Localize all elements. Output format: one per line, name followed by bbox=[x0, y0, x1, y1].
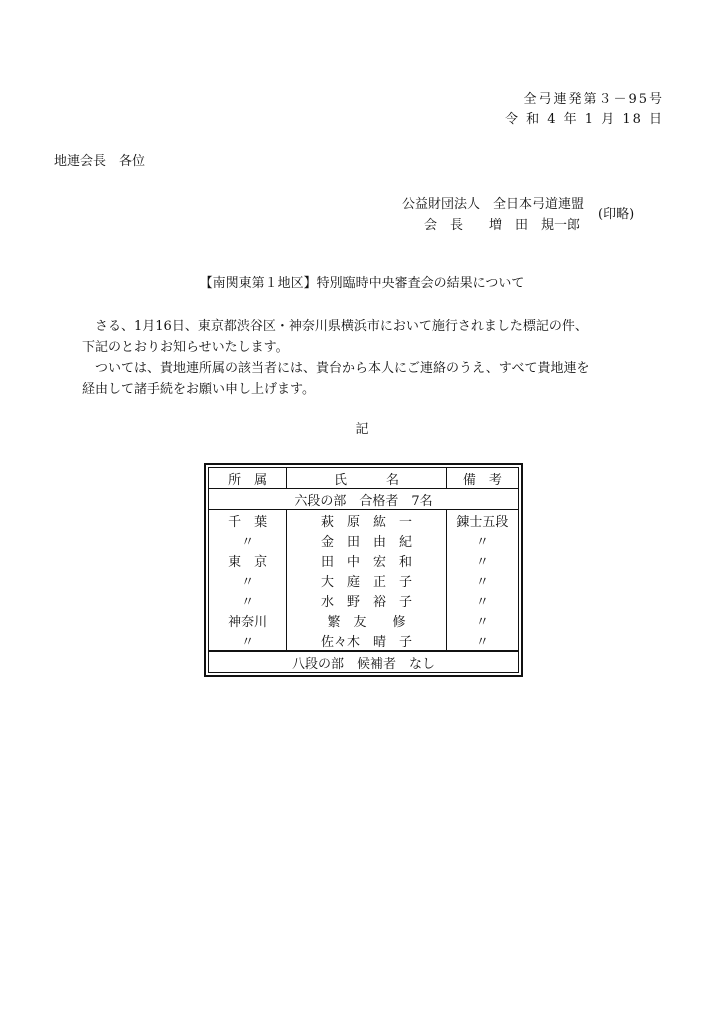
table-row bbox=[209, 590, 519, 610]
cell-name: 田 中 宏 和 bbox=[287, 550, 447, 570]
document-date: 令 和 4 年 1 月 18 日 bbox=[504, 112, 664, 127]
header-remarks: 備 考 bbox=[446, 468, 518, 489]
seal-note: (印略) bbox=[598, 207, 635, 222]
table-header-row bbox=[209, 468, 519, 489]
cell-remarks: 〃 bbox=[446, 550, 518, 570]
cell-affiliation: 〃 bbox=[209, 630, 287, 651]
table-row bbox=[209, 570, 519, 590]
sender-organization: 公益財団法人 全日本弓道連盟 bbox=[402, 197, 585, 212]
cell-name: 萩 原 紘 一 bbox=[287, 510, 447, 531]
document-title: 【南関東第１地区】特別臨時中央審査会の結果について bbox=[199, 276, 525, 291]
cell-remarks: 〃 bbox=[446, 590, 518, 610]
cell-remarks: 〃 bbox=[446, 570, 518, 590]
table-row bbox=[209, 530, 519, 550]
section-title: 六段の部 合格者 7名 bbox=[209, 489, 519, 510]
body-line: ついては、貴地連所属の該当者には、貴台から本人にご連絡のうえ、すべて貴地連を bbox=[82, 361, 590, 376]
cell-name: 繁 友 修 bbox=[287, 610, 447, 630]
cell-name: 佐々木 晴 子 bbox=[287, 630, 447, 651]
table-row bbox=[209, 510, 519, 531]
ki-heading: 記 bbox=[355, 422, 369, 437]
cell-affiliation: 東 京 bbox=[209, 550, 287, 570]
cell-remarks: 錬士五段 bbox=[446, 510, 518, 531]
results-table-frame bbox=[204, 463, 523, 677]
cell-affiliation: 〃 bbox=[209, 590, 287, 610]
cell-affiliation: 〃 bbox=[209, 570, 287, 590]
header-name: 氏 名 bbox=[287, 468, 447, 489]
addressee: 地連会長 各位 bbox=[54, 154, 146, 169]
document-reference bbox=[505, 90, 664, 130]
section-row bbox=[209, 489, 519, 510]
body-line: 経由して諸手続をお願い申し上げます。 bbox=[82, 382, 315, 397]
body-line: さる、1月16日、東京都渋谷区・神奈川県横浜市において施行されました標記の件、 bbox=[82, 319, 588, 334]
results-table bbox=[208, 467, 519, 673]
cell-name: 水 野 裕 子 bbox=[287, 590, 447, 610]
footer-text: 八段の部 候補者 なし bbox=[209, 651, 519, 673]
cell-name: 大 庭 正 子 bbox=[287, 570, 447, 590]
body-line: 下記のとおりお知らせいたします。 bbox=[82, 340, 289, 355]
cell-affiliation: 〃 bbox=[209, 530, 287, 550]
body-text bbox=[82, 316, 590, 400]
cell-name: 金 田 由 紀 bbox=[287, 530, 447, 550]
sender-name: 会 長 増 田 規一郎 bbox=[424, 218, 581, 233]
table-row bbox=[209, 610, 519, 630]
footer-row bbox=[209, 651, 519, 673]
cell-remarks: 〃 bbox=[446, 610, 518, 630]
header-affiliation: 所 属 bbox=[209, 468, 287, 489]
table-row bbox=[209, 630, 519, 651]
cell-remarks: 〃 bbox=[446, 530, 518, 550]
table-row bbox=[209, 550, 519, 570]
cell-remarks: 〃 bbox=[446, 630, 518, 651]
cell-affiliation: 神奈川 bbox=[209, 610, 287, 630]
document-number: 全弓連発第３－95号 bbox=[523, 92, 664, 107]
cell-affiliation: 千 葉 bbox=[209, 510, 287, 531]
